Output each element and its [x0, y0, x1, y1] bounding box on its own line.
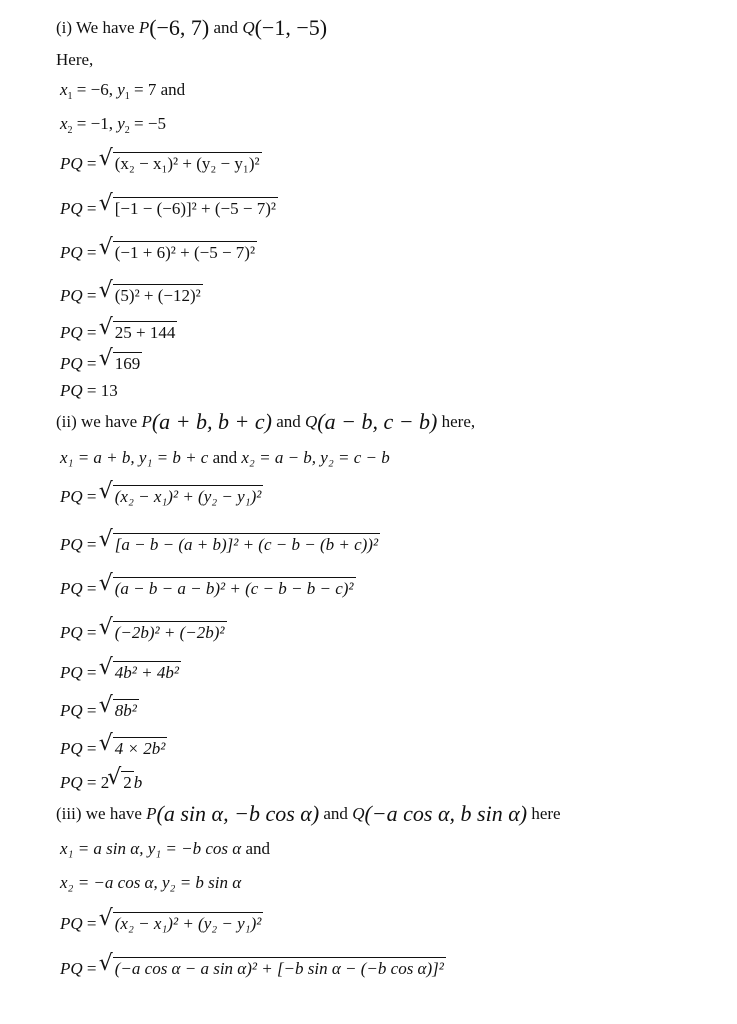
part-ii-heading	[56, 409, 476, 434]
radical	[101, 621, 227, 643]
var-y: y	[117, 80, 125, 99]
eq-step: PQ = √ (−2b)² + (−2b)²	[60, 621, 227, 643]
radicand: (a − b − a − b)² + (c − b − b − c)²	[114, 579, 354, 598]
radical	[101, 533, 380, 555]
given-x2-y2	[60, 114, 166, 134]
lhs: PQ	[60, 381, 83, 400]
lhs: PQ	[60, 154, 83, 173]
text: = −1,	[72, 114, 118, 133]
eq-substitution: PQ = √ [−1 − (−6)]² + (−5 − 7)²	[60, 197, 278, 219]
text: here	[527, 804, 561, 823]
point-q: Q	[304, 412, 318, 431]
point-q: Q	[242, 18, 255, 37]
radicand: (5)² + (−12)²	[114, 286, 201, 305]
lhs: PQ	[60, 914, 83, 933]
radicand: 25 + 144	[114, 323, 176, 342]
given-1: x₁ = a sin α, y₁ = −b cos α	[60, 839, 242, 858]
lhs: PQ	[60, 701, 83, 720]
lhs: PQ	[60, 199, 83, 218]
eq-distance-formula: PQ = √ (x₂ − x₁)² + (y₂ − y₁)²	[60, 912, 263, 934]
lhs: PQ	[60, 663, 83, 682]
radical	[101, 737, 168, 759]
radical	[101, 957, 446, 979]
eq-result: PQ = 13	[60, 381, 118, 400]
part-iii-heading	[56, 801, 561, 826]
point-p: P	[146, 804, 157, 823]
point-q: Q	[352, 804, 365, 823]
eq-step: PQ = √ 4b² + 4b²	[60, 661, 181, 683]
given-x2-y2	[60, 873, 241, 893]
text: and	[271, 412, 305, 431]
coords-q: (−a cos α, b sin α)	[364, 801, 528, 826]
given-1: x₁ = a + b, y₁ = b + c	[60, 448, 209, 467]
coords-p: (a + b, b + c)	[151, 409, 272, 434]
radicand: (−1 + 6)² + (−5 − 7)²	[114, 243, 256, 262]
here-label: Here,	[56, 50, 94, 69]
subscript: 1	[124, 91, 130, 102]
eq-substitution: PQ = √ [a − b − (a + b)]² + (c − b − (b + c))²	[60, 533, 380, 555]
radicand: (−a cos α − a sin α)² + [−b sin α − (−b cos α)]²	[114, 959, 444, 978]
eq-step: PQ = √ (a − b − a − b)² + (c − b − b − c)²	[60, 577, 356, 599]
var-x: x	[60, 80, 68, 99]
radical	[101, 661, 181, 683]
radicand: 8b²	[114, 701, 137, 720]
radical	[101, 321, 178, 343]
lhs: PQ	[60, 959, 83, 978]
lhs: PQ	[60, 535, 83, 554]
radicand: (x₂ − x₁)² + (y₂ − y₁)²	[114, 487, 262, 506]
lhs: PQ	[60, 487, 83, 506]
radical	[101, 352, 143, 374]
radicand: 4b² + 4b²	[114, 663, 179, 682]
eq-step: PQ = √ 169	[60, 352, 142, 374]
radical	[101, 241, 257, 263]
rhs: 13	[100, 381, 118, 400]
eq-result: PQ = 2√ 2 b	[60, 771, 142, 793]
given-x1-y1	[60, 839, 270, 859]
radicand: (−2b)² + (−2b)²	[114, 623, 225, 642]
text: (i) We have	[56, 18, 139, 37]
text: and	[208, 448, 242, 467]
var-x: x	[60, 114, 68, 133]
radicand: (x₂ − x₁)² + (y₂ − y₁)²	[114, 914, 262, 933]
coefficient: 2	[100, 773, 110, 792]
given-2: x₂ = a − b, y₂ = c − b	[241, 448, 390, 467]
text: here,	[437, 412, 476, 431]
text: and	[319, 804, 353, 823]
radical	[109, 771, 134, 793]
given-coordinates-ii	[60, 448, 390, 468]
eq-distance-formula: PQ = √ (x₂ − x₁)² + (y₂ − y₁)²	[60, 152, 262, 174]
radicand: 2	[123, 773, 132, 792]
radical	[101, 699, 139, 721]
radicand: 4 × 2b²	[114, 739, 166, 758]
lhs: PQ	[60, 354, 83, 373]
text: (ii) we have	[56, 412, 142, 431]
point-p: P	[141, 412, 152, 431]
lhs: PQ	[60, 773, 83, 792]
coords-q: (−1, −5)	[254, 15, 328, 40]
lhs: PQ	[60, 739, 83, 758]
radical	[101, 577, 356, 599]
radicand: 169	[114, 354, 141, 373]
lhs: PQ	[60, 623, 83, 642]
text: and	[241, 839, 270, 858]
subscript: 1	[67, 91, 73, 102]
radical	[101, 197, 278, 219]
lhs: PQ	[60, 243, 83, 262]
coords-p: (−6, 7)	[149, 15, 210, 40]
eq-step: PQ = √ (−1 + 6)² + (−5 − 7)²	[60, 241, 257, 263]
text: = −5	[129, 114, 166, 133]
radical	[101, 152, 262, 174]
radicand: [−1 − (−6)]² + (−5 − 7)²	[114, 199, 276, 218]
eq-step: PQ = √ 4 × 2b²	[60, 737, 167, 759]
variable: b	[133, 773, 143, 792]
subscript: 2	[124, 125, 130, 136]
text: and	[209, 18, 243, 37]
lhs: PQ	[60, 323, 83, 342]
radical	[101, 912, 264, 934]
point-p: P	[138, 18, 150, 37]
subscript: 2	[67, 125, 73, 136]
radical	[101, 284, 203, 306]
eq-step: PQ = √ (5)² + (−12)²	[60, 284, 203, 306]
text: = −6,	[72, 80, 118, 99]
given-2: x₂ = −a cos α, y₂ = b sin α	[60, 873, 242, 892]
given-x1-y1	[60, 80, 185, 100]
lhs: PQ	[60, 286, 83, 305]
eq-step: PQ = √ 8b²	[60, 699, 139, 721]
part-i-heading	[56, 15, 328, 40]
eq-substitution: PQ = √ (−a cos α − a sin α)² + [−b sin α − (−b cos α)]²	[60, 957, 446, 979]
eq-distance-formula: PQ = √ (x₂ − x₁)² + (y₂ − y₁)²	[60, 485, 263, 507]
coords-p: (a sin α, −b cos α)	[156, 801, 320, 826]
radicand: [a − b − (a + b)]² + (c − b − (b + c))²	[114, 535, 379, 554]
text: = 7	[129, 80, 157, 99]
var-y: y	[117, 114, 125, 133]
radicand: (x₂ − x₁)² + (y₂ − y₁)²	[114, 154, 260, 173]
text: and	[156, 80, 186, 99]
eq-step: PQ = √ 25 + 144	[60, 321, 177, 343]
coords-q: (a − b, c − b)	[317, 409, 438, 434]
text: (iii) we have	[56, 804, 147, 823]
lhs: PQ	[60, 579, 83, 598]
radical	[101, 485, 264, 507]
